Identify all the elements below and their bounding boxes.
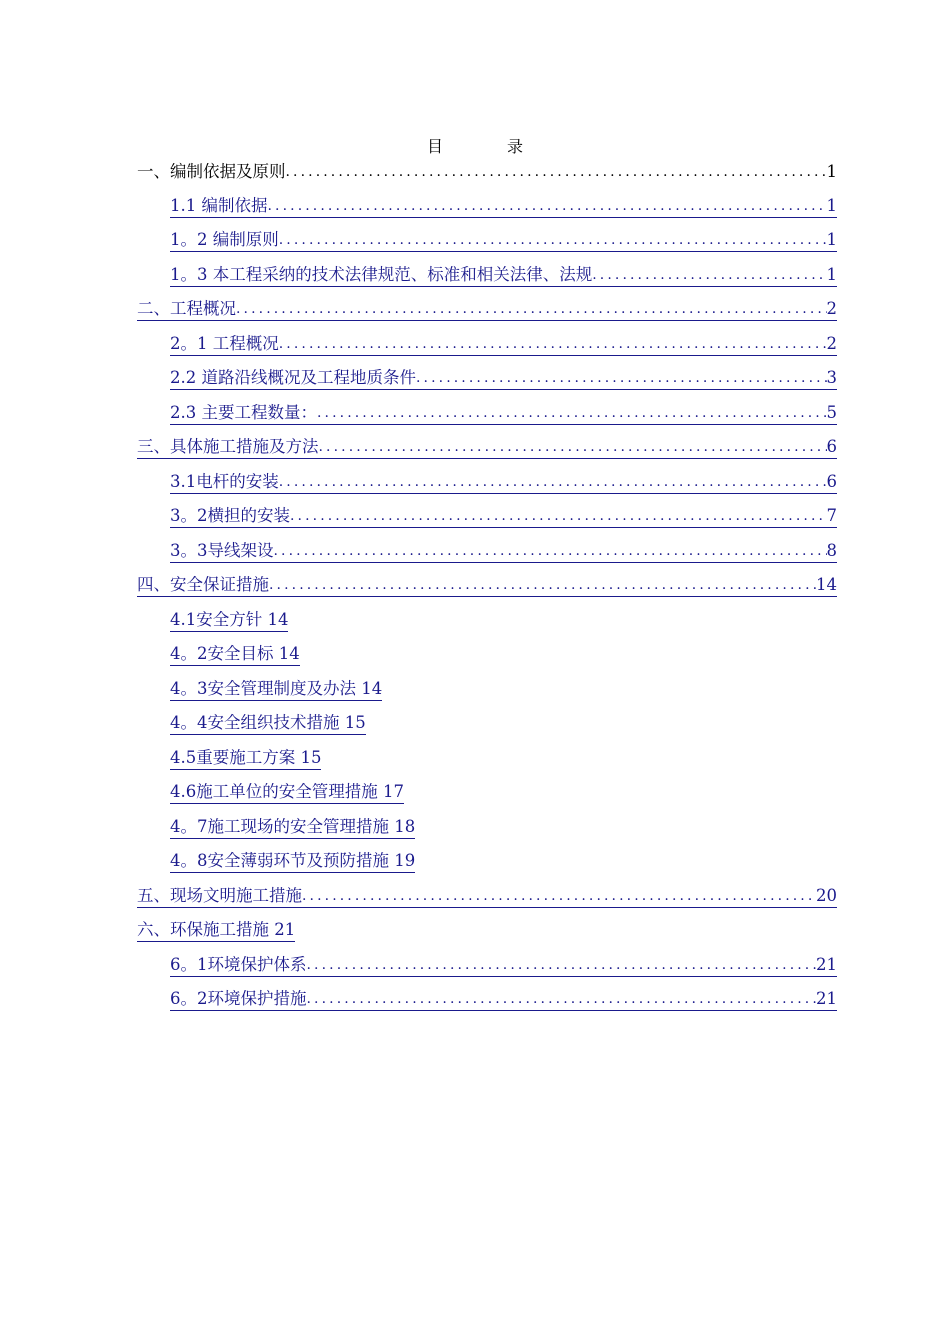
toc-entry-4-6[interactable] <box>170 782 837 804</box>
toc-entry-label: 1。2 编制原则 <box>170 229 279 252</box>
toc-entry-3[interactable] <box>137 437 837 459</box>
toc-leader-dots <box>319 436 827 459</box>
toc-leader-dots <box>236 298 827 321</box>
toc-entry-1-3[interactable] <box>170 265 837 287</box>
toc-entry-label: 4。4安全组织技术措施 15 <box>170 712 366 735</box>
toc-entry-4-5[interactable] <box>170 748 837 770</box>
toc-leader-dots <box>592 264 826 287</box>
toc-entry-5[interactable] <box>137 886 837 908</box>
toc-entry-page: 5 <box>827 402 838 425</box>
toc-leader-dots <box>279 229 827 252</box>
toc-entry-label: 六、环保施工措施 21 <box>137 919 295 942</box>
toc-entry-page: 1 <box>827 264 838 287</box>
toc-entry-label: 五、现场文明施工措施 <box>137 885 302 908</box>
toc-entry-2-1[interactable] <box>170 334 837 356</box>
toc-entry-label: 4。8安全薄弱环节及预防措施 19 <box>170 850 415 873</box>
toc-entry-label: 一、编制依据及原则 <box>137 162 286 181</box>
toc-entry-page: 21 <box>816 988 837 1011</box>
toc-leader-dots <box>307 954 817 977</box>
toc-entry-4-8[interactable] <box>170 851 837 873</box>
toc-leader-dots <box>268 195 827 218</box>
toc-entry-4[interactable] <box>137 575 837 597</box>
toc-entry-label: 3.1电杆的安装 <box>170 471 279 494</box>
toc-entry-label: 4.5重要施工方案 15 <box>170 747 321 770</box>
toc-entry-4-4[interactable] <box>170 713 837 735</box>
toc-title: 目 录 <box>426 137 547 156</box>
toc-entry-label: 2。1 工程概况 <box>170 333 279 356</box>
toc-leader-dots <box>274 540 827 563</box>
toc-entry-6-1[interactable] <box>170 955 837 977</box>
toc-leader-dots <box>286 161 827 183</box>
toc-leader-dots <box>307 988 817 1011</box>
toc-leader-dots <box>317 402 827 425</box>
toc-entry-1-1[interactable] <box>170 196 837 218</box>
toc-entry-page: 2 <box>827 298 838 321</box>
toc-entry-page: 1 <box>827 229 838 252</box>
toc-entry-label: 二、工程概况 <box>137 298 236 321</box>
toc-entry-2-3[interactable] <box>170 403 837 425</box>
toc-entry-label: 四、安全保证措施 <box>137 574 269 597</box>
toc-entry-label: 6。1环境保护体系 <box>170 954 307 977</box>
toc-entry-4-3[interactable] <box>170 679 837 701</box>
toc-entry-6[interactable] <box>137 920 837 942</box>
toc-entry-label: 4。3安全管理制度及办法 14 <box>170 678 382 701</box>
toc-entry-1-2[interactable] <box>170 230 837 252</box>
toc-leader-dots <box>279 471 827 494</box>
toc-leader-dots <box>290 505 827 528</box>
toc-entry-3-3[interactable] <box>170 541 837 563</box>
toc-entry-page: 6 <box>827 436 838 459</box>
toc-entry-2-2[interactable] <box>170 368 837 390</box>
toc-entry-page: 1 <box>827 195 838 218</box>
toc-entry-label: 1。3 本工程采纳的技术法律规范、标准和相关法律、法规 <box>170 264 592 287</box>
toc-entry-label: 4.6施工单位的安全管理措施 17 <box>170 781 404 804</box>
toc-entry-label: 1.1 编制依据 <box>170 195 268 218</box>
toc-entry-page: 1 <box>826 162 837 181</box>
toc-entry-label: 3。2横担的安装 <box>170 505 290 528</box>
toc-entry-label: 2.3 主要工程数量： <box>170 402 317 425</box>
toc-entry-6-2[interactable] <box>170 989 837 1011</box>
toc-entry-4-2[interactable] <box>170 644 837 666</box>
toc-leader-dots <box>416 367 827 390</box>
toc-leader-dots <box>269 574 816 597</box>
toc-entry-label: 3。3导线架设 <box>170 540 274 563</box>
toc-entry-page: 20 <box>816 885 837 908</box>
toc-leader-dots <box>279 333 827 356</box>
toc-entry-label: 4.1安全方针 14 <box>170 609 288 632</box>
toc-entry-page: 8 <box>827 540 838 563</box>
toc-entry-4-7[interactable] <box>170 817 837 839</box>
toc-entry-2[interactable] <box>137 299 837 321</box>
toc-entry-page: 21 <box>816 954 837 977</box>
toc-entry-page: 14 <box>816 574 837 597</box>
toc-entry-label: 6。2环境保护措施 <box>170 988 307 1011</box>
toc-entry-page: 2 <box>827 333 838 356</box>
toc-entry-label: 4。7施工现场的安全管理措施 18 <box>170 816 415 839</box>
toc-entry-3-1[interactable] <box>170 472 837 494</box>
toc-entry-page: 7 <box>827 505 838 528</box>
toc-entry-1[interactable] <box>137 161 837 183</box>
toc-entry-4-1[interactable] <box>170 610 837 632</box>
toc-entry-label: 2.2 道路沿线概况及工程地质条件 <box>170 367 416 390</box>
toc-entry-label: 4。2安全目标 14 <box>170 643 300 666</box>
toc-leader-dots <box>302 885 816 908</box>
toc-entry-3-2[interactable] <box>170 506 837 528</box>
toc-entry-page: 6 <box>827 471 838 494</box>
toc-entry-label: 三、具体施工措施及方法 <box>137 436 319 459</box>
toc-entry-page: 3 <box>827 367 838 390</box>
